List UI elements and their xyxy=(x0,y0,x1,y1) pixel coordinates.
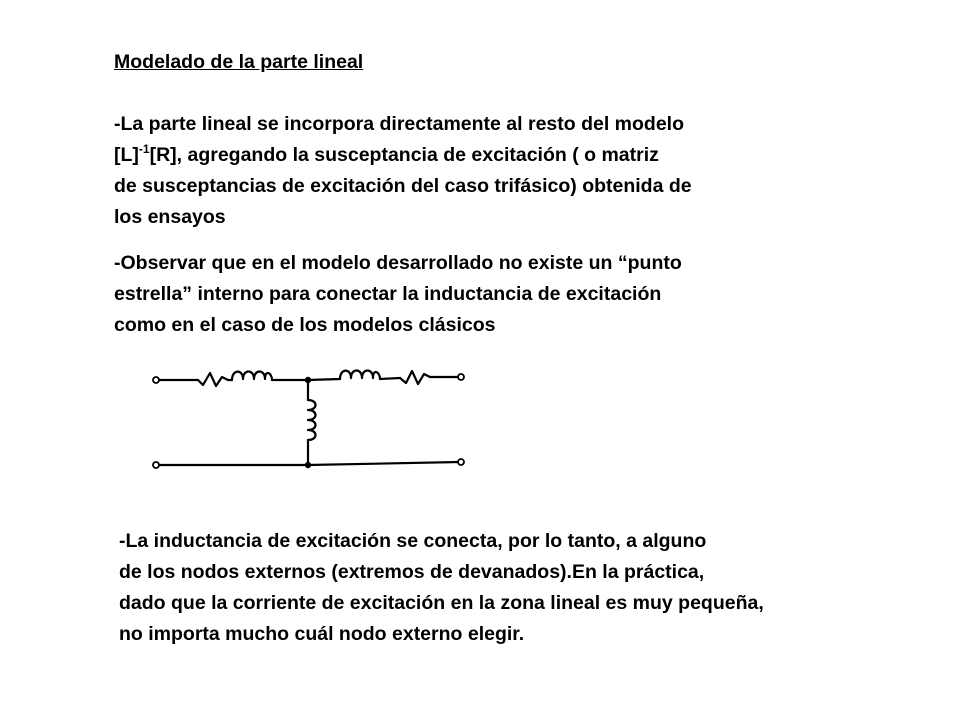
left-inductor xyxy=(232,372,272,381)
paragraph-line: los ensayos xyxy=(114,206,226,228)
paragraph-linear-part xyxy=(114,109,692,233)
right-inductor xyxy=(340,371,380,380)
shunt-inductor xyxy=(308,400,316,440)
paragraph-line: como en el caso de los modelos clásicos xyxy=(114,314,496,336)
t-circuit-diagram xyxy=(150,355,470,480)
slide-title: Modelado de la parte lineal xyxy=(114,51,364,73)
paragraph-line: -La parte lineal se incorpora directamente al resto del modelo xyxy=(114,113,685,135)
paragraph-line-rest: [R], agregando la susceptancia de excitación ( o matriz xyxy=(149,144,659,166)
paragraph-line xyxy=(114,140,692,171)
junction-node xyxy=(305,462,311,468)
paragraph-line: dado que la corriente de excitación en la zona lineal es muy pequeña, xyxy=(119,592,764,614)
paragraph-line: -La inductancia de excitación se conecta, por lo tanto, a alguno xyxy=(119,530,707,552)
paragraph-connection xyxy=(119,526,764,650)
paragraph-line: no importa mucho cuál nodo externo elegir. xyxy=(119,623,525,645)
left-resistor xyxy=(198,373,228,386)
paragraph-line: de los nodos externos (extremos de devanados).En la práctica, xyxy=(119,561,705,583)
paragraph-line: -Observar que en el modelo desarrollado no existe un “punto xyxy=(114,252,682,274)
terminal-node xyxy=(458,374,464,380)
paragraph-star-point xyxy=(114,248,682,341)
paragraph-line: de susceptancias de excitación del caso trifásico) obtenida de xyxy=(114,175,692,197)
terminal-node xyxy=(458,459,464,465)
junction-node xyxy=(305,377,311,383)
terminal-node xyxy=(153,377,159,383)
right-resistor xyxy=(400,371,430,384)
terminal-node xyxy=(153,462,159,468)
matrix-l: [L] xyxy=(114,144,139,166)
inverse-exponent: -1 xyxy=(138,141,150,156)
paragraph-line: estrella” interno para conectar la inductancia de excitación xyxy=(114,283,662,305)
